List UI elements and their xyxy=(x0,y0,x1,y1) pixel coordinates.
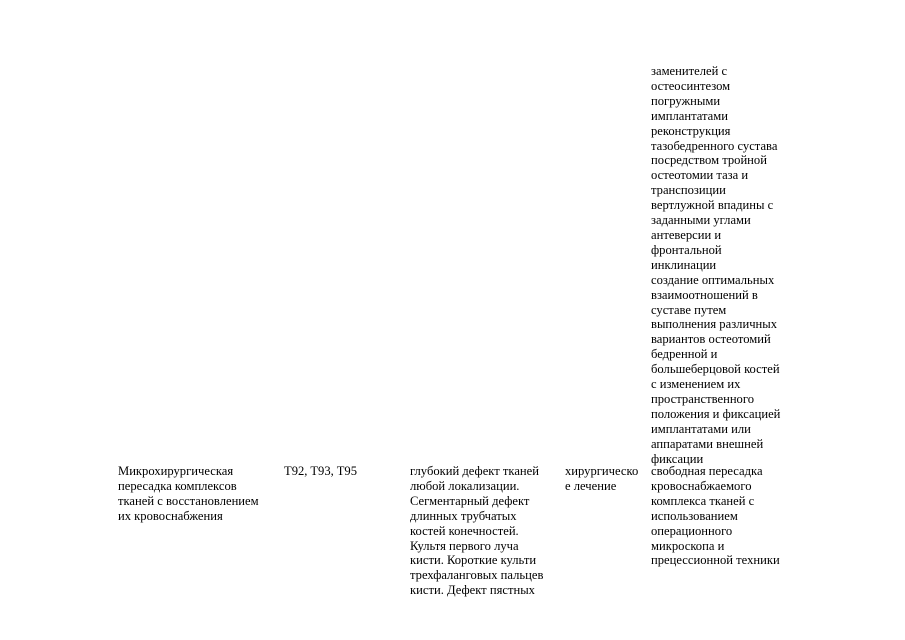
patient-model-cell: глубокий дефект тканей любой локализации. Сегментарный дефект длинных трубчатых костей конечностей. Культя первого луча кисти. Короткие культи трехфаланговых пальцев кисти. Дефект пястных xyxy=(410,464,544,598)
method-cell: свободная пересадка кровоснабжаемого комплекса тканей с использованием операционного микроскопа и прецессионной техники xyxy=(651,464,780,568)
intervention-name-cell: Микрохирургическая пересадка комплексов тканей с восстановлением их кровоснабжения xyxy=(118,464,259,523)
treatment-type-cell: хирургическо е лечение xyxy=(565,464,639,493)
icd-codes-cell: T92, T93, T95 xyxy=(284,464,357,478)
method-cell-continued: заменителей с остеосинтезом погружными имплантатами реконструкция тазобедренного сустава посредством тройной остеотомии таза и транспозиции вертлужной впадины с заданными углами антеверсии и фронтальной инклинации создание оптимальных взаимоотношений в суставе путем выполнения различных вариантов остеотомий бедренной и большеберцовой костей с изменением их пространственного положения и фиксацией имплантатами или аппаратами внешней фиксации xyxy=(651,64,781,466)
